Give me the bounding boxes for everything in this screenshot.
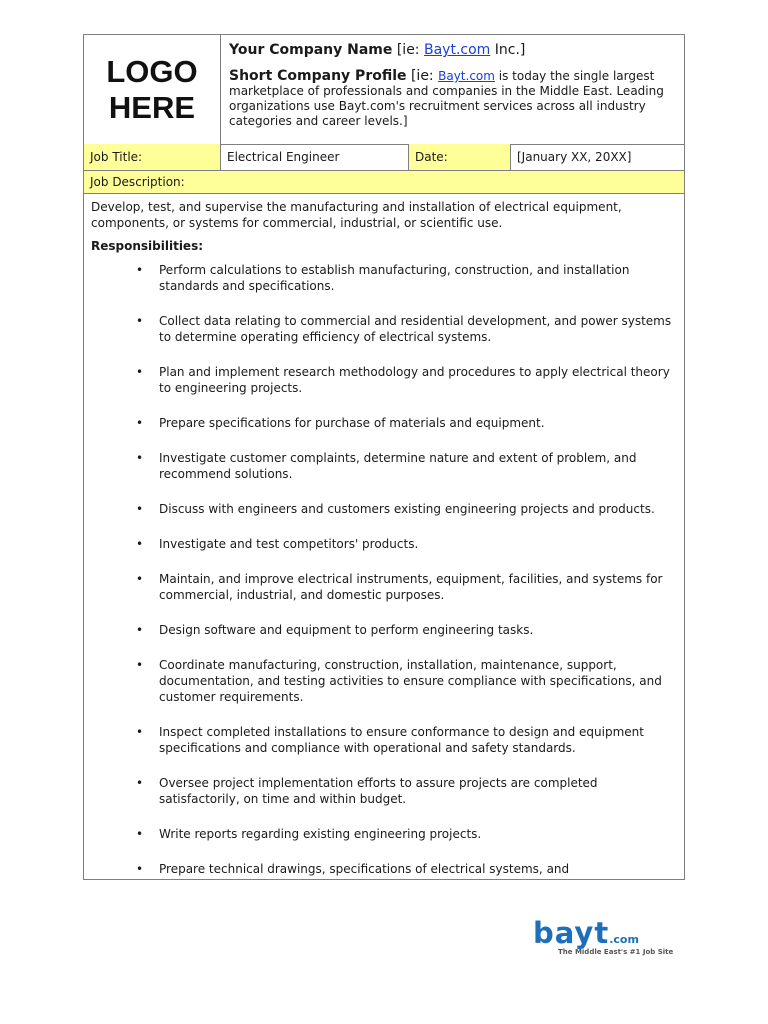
date-label: Date: bbox=[409, 144, 511, 170]
job-description-form bbox=[83, 34, 685, 880]
bayt-brand-suffix: .com bbox=[609, 933, 639, 946]
company-name bbox=[229, 40, 675, 60]
company-profile bbox=[229, 69, 675, 129]
bullet-icon: • bbox=[136, 776, 144, 790]
bullet-icon: • bbox=[136, 658, 144, 672]
job-title-value[interactable]: Electrical Engineer bbox=[221, 144, 409, 170]
list-item bbox=[136, 364, 677, 396]
logo-line-2: HERE bbox=[108, 89, 196, 125]
logo-line-1: LOGO bbox=[106, 53, 198, 89]
bullet-icon: • bbox=[136, 725, 144, 739]
list-item-text: Oversee project implementation efforts to assure projects are completed satisfactorily, on time and within budget. bbox=[159, 776, 598, 806]
bayt-wordmark bbox=[533, 918, 683, 948]
job-title-row bbox=[84, 144, 684, 171]
list-item-text: Prepare specifications for purchase of materials and equipment. bbox=[159, 416, 545, 430]
responsibilities-heading: Responsibilities: bbox=[91, 239, 204, 253]
list-item-text: Perform calculations to establish manufacturing, construction, and installation standards and specifications. bbox=[159, 263, 630, 293]
job-summary: Develop, test, and supervise the manufacturing and installation of electrical equipment, components, or systems for commercial, industrial, or scientific use. bbox=[91, 200, 622, 230]
list-item-text: Maintain, and improve electrical instruments, equipment, facilities, and systems for commercial, industrial, and domestic purposes. bbox=[159, 572, 663, 602]
list-item bbox=[136, 501, 677, 517]
header-row bbox=[84, 35, 684, 145]
company-name-link[interactable]: Bayt.com bbox=[423, 42, 491, 58]
bayt-logo[interactable] bbox=[533, 918, 683, 958]
job-description-body bbox=[84, 195, 684, 880]
list-item bbox=[136, 826, 677, 842]
list-item bbox=[136, 415, 677, 431]
bullet-icon: • bbox=[136, 314, 144, 328]
bullet-icon: • bbox=[136, 862, 144, 876]
list-item bbox=[136, 861, 677, 877]
list-item bbox=[136, 622, 677, 638]
bayt-tagline: The Middle East's #1 Job Site bbox=[558, 948, 674, 956]
job-title-label: Job Title: bbox=[84, 144, 221, 170]
bullet-icon: • bbox=[136, 416, 144, 430]
list-item-text: Plan and implement research methodology and procedures to apply electrical theory to engineering projects. bbox=[159, 365, 670, 395]
list-item-text: Write reports regarding existing engineering projects. bbox=[159, 827, 482, 841]
list-item bbox=[136, 313, 677, 345]
logo-placeholder bbox=[84, 35, 221, 144]
list-item-text: Coordinate manufacturing, construction, installation, maintenance, support, documentation, and testing activities to ensure compliance with specifications, and customer requirements. bbox=[159, 658, 662, 704]
list-item bbox=[136, 724, 677, 756]
bullet-icon: • bbox=[136, 827, 144, 841]
bullet-icon: • bbox=[136, 365, 144, 379]
company-name-label: Your Company Name bbox=[229, 42, 393, 58]
profile-label: Short Company Profile bbox=[229, 68, 407, 84]
list-item bbox=[136, 571, 677, 603]
list-item-text: Investigate customer complaints, determine nature and extent of problem, and recommend solutions. bbox=[159, 451, 637, 481]
company-info bbox=[221, 35, 683, 144]
list-item bbox=[136, 450, 677, 482]
bullet-icon: • bbox=[136, 263, 144, 277]
bullet-icon: • bbox=[136, 451, 144, 465]
company-name-prefix: [ie: bbox=[392, 42, 424, 58]
list-item-text: Design software and equipment to perform engineering tasks. bbox=[159, 623, 534, 637]
bullet-icon: • bbox=[136, 537, 144, 551]
job-description-label: Job Description: bbox=[84, 171, 684, 194]
list-item bbox=[136, 262, 677, 294]
list-item-text: Investigate and test competitors' products. bbox=[159, 537, 419, 551]
list-item-text: Collect data relating to commercial and residential development, and power systems to determine operating efficiency of electrical systems. bbox=[159, 314, 672, 344]
company-name-suffix: Inc.] bbox=[490, 42, 526, 58]
responsibilities-list bbox=[91, 262, 677, 877]
list-item-text: Inspect completed installations to ensure conformance to design and equipment specifications and compliance with operational and safety standards. bbox=[159, 725, 644, 755]
list-item bbox=[136, 657, 677, 705]
profile-text: is today the single largest marketplace of professionals and companies in the Middle East. Leading organizations use Bayt.com's recruitment services across all industry categories and career levels.] bbox=[229, 69, 664, 128]
bullet-icon: • bbox=[136, 502, 144, 516]
bayt-brand: bayt bbox=[533, 916, 610, 950]
profile-prefix: [ie: bbox=[406, 68, 439, 84]
list-item-text: Discuss with engineers and customers existing engineering projects and products. bbox=[159, 502, 655, 516]
list-item bbox=[136, 775, 677, 807]
profile-link[interactable]: Bayt.com bbox=[438, 69, 495, 83]
logo-text bbox=[106, 54, 197, 126]
list-item bbox=[136, 536, 677, 552]
bullet-icon: • bbox=[136, 623, 144, 637]
bullet-icon: • bbox=[136, 572, 144, 586]
date-value[interactable]: [January XX, 20XX] bbox=[517, 150, 632, 164]
list-item-text: Prepare technical drawings, specifications of electrical systems, and bbox=[159, 862, 570, 876]
